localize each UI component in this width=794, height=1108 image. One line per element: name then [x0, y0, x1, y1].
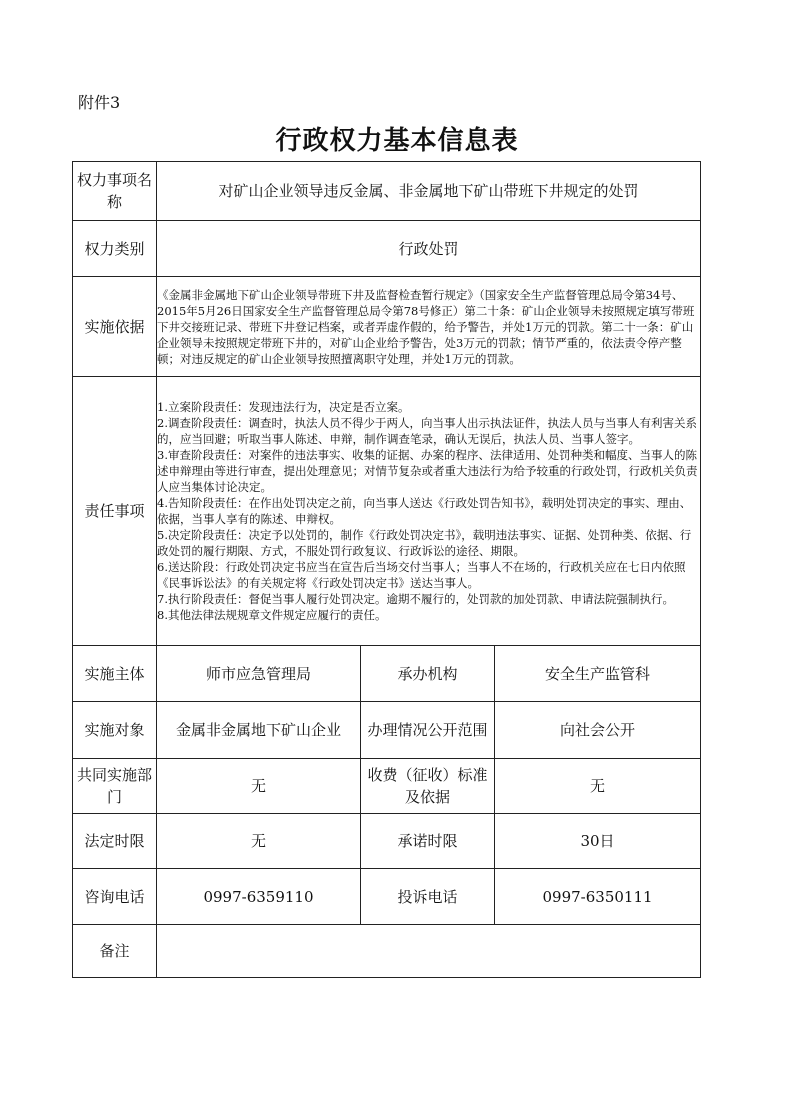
disclosure-scope-label: 办理情况公开范围 [361, 702, 495, 759]
info-table [72, 161, 701, 978]
complaint-phone-value: 0997-6350111 [495, 869, 701, 925]
page-title: 行政权力基本信息表 [275, 126, 519, 156]
subject-value: 师市应急管理局 [157, 646, 361, 702]
row-subject [73, 646, 701, 702]
promised-time-limit-label: 承诺时限 [361, 814, 495, 869]
row-item-name [73, 162, 701, 221]
handling-org-value: 安全生产监管科 [495, 646, 701, 702]
legal-time-limit-label: 法定时限 [73, 814, 157, 869]
row-basis [73, 277, 701, 377]
row-category [73, 221, 701, 277]
responsibility-item: 4.告知阶段责任：在作出处罚决定之前，向当事人送达《行政处罚告知书》，载明处罚决定的事实、理由、依据，当事人享有的陈述、申辩权。 [157, 496, 692, 526]
responsibility-item: 6.送达阶段：行政处罚决定书应当在宣告后当场交付当事人；当事人不在场的，行政机关应在七日内依照《民事诉讼法》的有关规定将《行政处罚决定书》送达当事人。 [157, 560, 686, 590]
responsibility-item: 3.审查阶段责任：对案件的违法事实、收集的证据、办案的程序、法律适用、处罚种类和幅度、当事人的陈述申辩理由等进行审查，提出处理意见；对情节复杂或者重大违法行为给予较重的行政处罚，行政机关负责人应当集体讨论决定。 [157, 448, 698, 494]
complaint-phone-label: 投诉电话 [361, 869, 495, 925]
joint-dept-value: 无 [157, 759, 361, 814]
attachment-label: 附件3 [78, 93, 121, 112]
row-phone [73, 869, 701, 925]
basis-label: 实施依据 [73, 277, 157, 377]
promised-time-limit-value: 30日 [495, 814, 701, 869]
row-joint [73, 759, 701, 814]
target-label: 实施对象 [73, 702, 157, 759]
responsibility-item: 1.立案阶段责任：发现违法行为，决定是否立案。 [157, 400, 410, 414]
subject-label: 实施主体 [73, 646, 157, 702]
row-time-limit [73, 814, 701, 869]
responsibility-item: 8.其他法律法规规章文件规定应履行的责任。 [157, 608, 387, 622]
row-responsibility [73, 377, 701, 646]
responsibility-label: 责任事项 [73, 377, 157, 646]
joint-dept-label: 共同实施部门 [73, 759, 157, 814]
category-value: 行政处罚 [157, 221, 701, 277]
responsibility-item: 7.执行阶段责任：督促当事人履行处罚决定。逾期不履行的，处罚款的加处罚款、申请法院强制执行。 [157, 592, 674, 606]
remark-label: 备注 [73, 925, 157, 978]
fee-standard-value: 无 [495, 759, 701, 814]
handling-org-label: 承办机构 [361, 646, 495, 702]
fee-standard-label: 收费（征收）标准及依据 [361, 759, 495, 814]
responsibility-list [157, 377, 701, 646]
item-name-label: 权力事项名称 [73, 162, 157, 221]
item-name-value: 对矿山企业领导违反金属、非金属地下矿山带班下井规定的处罚 [157, 162, 701, 221]
consult-phone-label: 咨询电话 [73, 869, 157, 925]
disclosure-scope-value: 向社会公开 [495, 702, 701, 759]
responsibility-item: 5.决定阶段责任：决定予以处罚的，制作《行政处罚决定书》，载明违法事实、证据、处罚种类、依据、行政处罚的履行期限、方式，不服处罚行政复议、行政诉讼的途径、期限。 [157, 528, 692, 558]
category-label: 权力类别 [73, 221, 157, 277]
legal-time-limit-value: 无 [157, 814, 361, 869]
consult-phone-value: 0997-6359110 [157, 869, 361, 925]
target-value: 金属非金属地下矿山企业 [157, 702, 361, 759]
remark-value [157, 925, 701, 978]
row-target [73, 702, 701, 759]
responsibility-item: 2.调查阶段责任：调查时，执法人员不得少于两人，向当事人出示执法证件，执法人员与当事人有利害关系的，应当回避；听取当事人陈述、申辩，制作调查笔录，确认无误后，执法人员、当事人签字。 [157, 416, 697, 446]
basis-value: 《金属非金属地下矿山企业领导带班下井及监督检查暂行规定》（国家安全生产监督管理总局令第34号、2015年5月26日国家安全生产监督管理总局令第78号修正）第二十条：矿山企业领导未按照规定填写带班下井交接班记录、带班下井登记档案，或者弄虚作假的，给予警告，并处1万元的罚款。第二十一条：矿山企业领导未按照规定带班下井的，对矿山企业给予警告，处3万元的罚款；情节严重的，依法责令停产整顿；对违反规定的矿山企业领导按照擅离职守处理，并处1万元的罚款。 [157, 277, 701, 377]
row-remark [73, 925, 701, 978]
